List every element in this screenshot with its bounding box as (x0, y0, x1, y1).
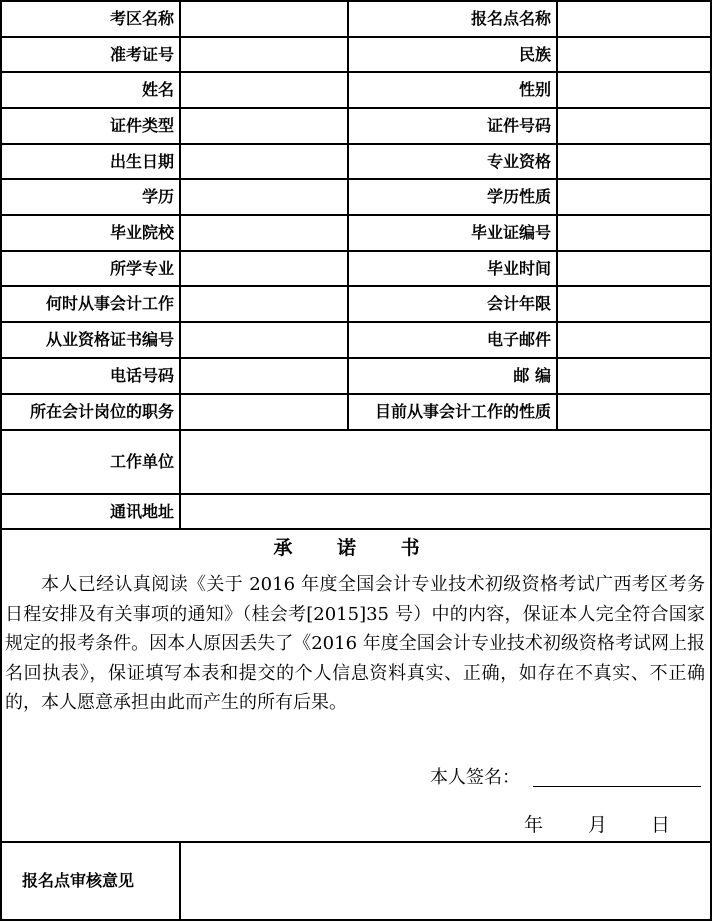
field-input[interactable] (182, 2, 350, 35)
field-label: 证件类型 (109, 116, 174, 135)
field-label: 目前从事会计工作的性质 (374, 402, 551, 421)
table-rule (0, 178, 712, 180)
table-rule (0, 393, 712, 395)
date-month-label: 月 (588, 814, 608, 836)
table-rule (556, 0, 558, 430)
table-top-rule (0, 0, 712, 2)
field-label: 毕业时间 (486, 258, 551, 278)
field-input[interactable] (182, 181, 350, 213)
work-unit-input[interactable] (182, 432, 712, 492)
table-rule (0, 36, 712, 38)
table-rule (0, 321, 712, 323)
field-label: 专业资格 (486, 151, 551, 171)
field-input[interactable] (182, 288, 350, 320)
field-input[interactable] (559, 288, 712, 320)
table-rule (0, 285, 712, 287)
field-input[interactable] (559, 146, 712, 177)
field-input[interactable] (182, 324, 350, 356)
field-label: 学历 (141, 187, 174, 206)
field-input[interactable] (559, 396, 712, 428)
table-rule (0, 429, 712, 431)
field-label: 民族 (518, 44, 551, 64)
field-label: 所在会计岗位的职务 (29, 402, 174, 421)
table-rule (0, 107, 712, 109)
table-rule (0, 71, 712, 73)
table-rule (0, 841, 712, 843)
field-label: 出生日期 (109, 151, 174, 171)
signature-line[interactable] (533, 786, 701, 787)
table-rule (0, 357, 712, 359)
table-rule (0, 493, 712, 495)
field-label: 所学专业 (109, 258, 174, 278)
address-label: 通讯地址 (109, 501, 174, 521)
field-label: 姓名 (141, 80, 174, 99)
field-input[interactable] (559, 74, 712, 106)
signature-label: 本人签名： (430, 767, 520, 788)
table-left-rule (0, 0, 2, 920)
date-day-label: 日 (651, 814, 671, 836)
field-label: 毕业院校 (109, 223, 174, 242)
pledge-text: 本人已经认真阅读《关于 2016 年度全国会计专业技术初级资格考试广西考区考务日程安排及有关事项的通知》（桂会考[2015]35 号）中的内容，保证本人完全符合国家规定的报考条件。因本人原因丢失了《2016 年度全国会计专业技术初级资格考试网上报名回执表》，保证填写本表和提交的个人信息资料真实、正确，如存在不真实、不正确的，本人愿意承担由此而产生的所有后果。 (5, 574, 705, 713)
work-unit-label: 工作单位 (109, 452, 174, 471)
field-input[interactable] (182, 74, 350, 106)
field-input[interactable] (182, 217, 350, 249)
table-rule (179, 842, 181, 920)
table-rule (0, 143, 712, 145)
field-input[interactable] (559, 217, 712, 249)
field-label: 证件号码 (486, 116, 551, 135)
review-input[interactable] (182, 844, 712, 918)
table-rule (0, 528, 712, 530)
field-input[interactable] (559, 39, 712, 70)
field-label: 从业资格证书编号 (45, 330, 174, 349)
table-rule (0, 214, 712, 216)
field-input[interactable] (182, 360, 350, 392)
review-label: 报名点审核意见 (22, 871, 135, 890)
field-input[interactable] (182, 110, 350, 142)
field-label: 电子邮件 (486, 330, 551, 349)
field-label: 邮 编 (513, 366, 551, 385)
field-label: 会计年限 (486, 294, 551, 313)
field-input[interactable] (559, 253, 712, 284)
pledge-title: 承 诺 书 (273, 537, 439, 559)
field-label: 学历性质 (486, 187, 551, 206)
field-input[interactable] (182, 146, 350, 177)
field-label: 毕业证编号 (470, 223, 551, 242)
table-rule (179, 0, 181, 529)
field-label: 考区名称 (109, 8, 174, 28)
field-input[interactable] (559, 360, 712, 392)
field-label: 电话号码 (109, 366, 174, 385)
field-input[interactable] (559, 110, 712, 142)
field-input[interactable] (559, 2, 712, 35)
table-rule (347, 0, 349, 430)
field-input[interactable] (182, 253, 350, 284)
address-input[interactable] (182, 496, 712, 527)
field-label: 报名点名称 (470, 8, 551, 28)
field-label: 准考证号 (109, 44, 174, 64)
field-label: 性别 (518, 80, 551, 99)
field-input[interactable] (182, 396, 350, 428)
field-input[interactable] (559, 324, 712, 356)
date-year-label: 年 (524, 814, 544, 836)
field-label: 何时从事会计工作 (45, 294, 174, 313)
field-input[interactable] (182, 39, 350, 70)
table-rule (0, 919, 712, 921)
table-rule (0, 250, 712, 252)
field-input[interactable] (559, 181, 712, 213)
